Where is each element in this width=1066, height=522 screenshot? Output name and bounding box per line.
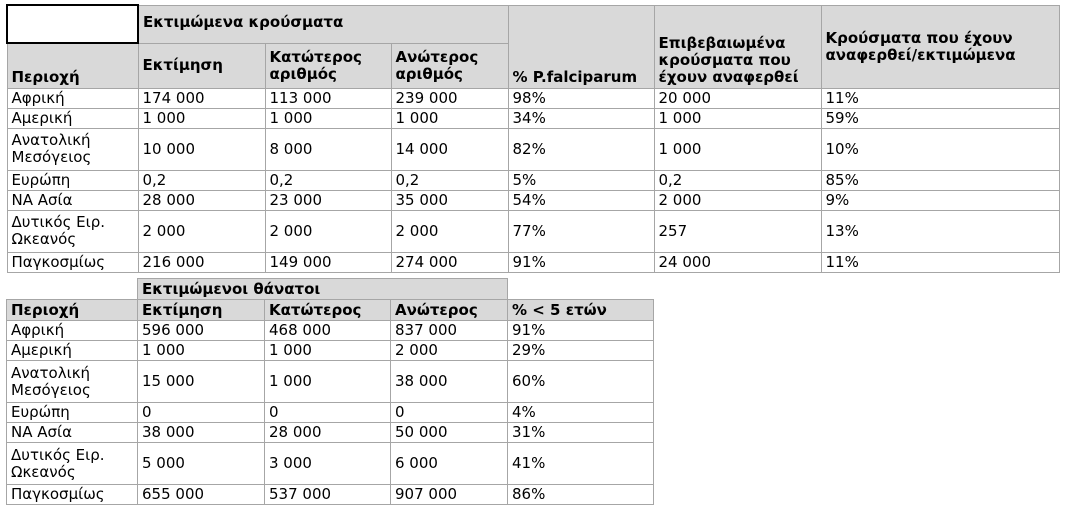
cell-falciparum: 5% — [508, 170, 654, 190]
cell-lower: 0 — [265, 403, 391, 423]
cell-falciparum: 34% — [508, 108, 654, 128]
cell-estimate: 174 000 — [138, 88, 265, 108]
cell-under5: 41% — [508, 443, 654, 485]
cell-ratio: 85% — [821, 170, 1059, 190]
cell-region: Αφρική — [7, 88, 138, 108]
cell-lower: 113 000 — [265, 88, 391, 108]
cell-upper: 907 000 — [391, 485, 508, 505]
header-under5: % < 5 ετών — [508, 300, 654, 321]
estimated-cases-table — [6, 4, 1060, 273]
cell-upper: 239 000 — [391, 88, 508, 108]
cell-lower: 1 000 — [265, 341, 391, 361]
cell-lower: 537 000 — [265, 485, 391, 505]
cell-under5: 60% — [508, 361, 654, 403]
cell-upper: 1 000 — [391, 108, 508, 128]
table-row — [7, 252, 1059, 272]
cell-estimate: 0 — [138, 403, 265, 423]
cell-estimate: 1 000 — [138, 108, 265, 128]
cell-estimate: 15 000 — [138, 361, 265, 403]
cell-ratio: 10% — [821, 128, 1059, 170]
cell-ratio: 13% — [821, 210, 1059, 252]
cell-lower: 3 000 — [265, 443, 391, 485]
table-row — [7, 485, 654, 505]
header-falciparum: % P.falciparum — [508, 5, 654, 88]
cell-lower: 0,2 — [265, 170, 391, 190]
cell-falciparum: 98% — [508, 88, 654, 108]
header-estimate: Εκτίμηση — [138, 43, 265, 88]
table-row — [7, 321, 654, 341]
table-row — [7, 443, 654, 485]
cell-region: ΝΑ Ασία — [7, 190, 138, 210]
cases-group-header: Εκτιμώμενα κρούσματα — [138, 5, 508, 43]
table-row — [7, 341, 654, 361]
cell-under5: 4% — [508, 403, 654, 423]
cell-estimate: 216 000 — [138, 252, 265, 272]
cell-upper: 0 — [391, 403, 508, 423]
cell-under5: 91% — [508, 321, 654, 341]
cell-ratio: 11% — [821, 88, 1059, 108]
table-row — [7, 88, 1059, 108]
cell-region: Αφρική — [7, 321, 138, 341]
corner-cell — [7, 5, 138, 43]
cell-confirmed: 0,2 — [654, 170, 821, 190]
cell-region: Ανατολική Μεσόγειος — [7, 128, 138, 170]
cell-region: Αμερική — [7, 341, 138, 361]
cell-upper: 274 000 — [391, 252, 508, 272]
table-row — [7, 170, 1059, 190]
cell-upper: 0,2 — [391, 170, 508, 190]
cell-under5: 31% — [508, 423, 654, 443]
cell-region: Παγκοσμίως — [7, 485, 138, 505]
cell-upper: 38 000 — [391, 361, 508, 403]
header-upper: Ανώτερος — [391, 300, 508, 321]
cell-falciparum: 54% — [508, 190, 654, 210]
cell-lower: 149 000 — [265, 252, 391, 272]
cell-falciparum: 77% — [508, 210, 654, 252]
cell-ratio: 11% — [821, 252, 1059, 272]
header-ratio: Κρούσματα που έχουν αναφερθεί/εκτιμώμενα — [821, 5, 1059, 88]
cell-region: Δυτικός Ειρ. Ωκεανός — [7, 443, 138, 485]
cell-confirmed: 257 — [654, 210, 821, 252]
cell-upper: 50 000 — [391, 423, 508, 443]
cell-confirmed: 20 000 — [654, 88, 821, 108]
cell-under5: 29% — [508, 341, 654, 361]
cell-confirmed: 1 000 — [654, 108, 821, 128]
blank-cell — [508, 279, 654, 300]
table-row — [7, 190, 1059, 210]
cell-region: Αμερική — [7, 108, 138, 128]
cell-estimate: 2 000 — [138, 210, 265, 252]
cell-region: ΝΑ Ασία — [7, 423, 138, 443]
cell-lower: 8 000 — [265, 128, 391, 170]
table-row — [7, 403, 654, 423]
cell-lower: 23 000 — [265, 190, 391, 210]
cell-falciparum: 82% — [508, 128, 654, 170]
cell-region: Δυτικός Ειρ. Ωκεανός — [7, 210, 138, 252]
cell-upper: 14 000 — [391, 128, 508, 170]
cell-region: Ανατολική Μεσόγειος — [7, 361, 138, 403]
cell-estimate: 5 000 — [138, 443, 265, 485]
cell-estimate: 655 000 — [138, 485, 265, 505]
cell-lower: 2 000 — [265, 210, 391, 252]
cell-confirmed: 1 000 — [654, 128, 821, 170]
blank-cell — [7, 279, 138, 300]
table-row — [7, 423, 654, 443]
table-row — [7, 128, 1059, 170]
cell-ratio: 59% — [821, 108, 1059, 128]
cell-region: Ευρώπη — [7, 403, 138, 423]
header-lower: Κατώτερος αριθμός — [265, 43, 391, 88]
cell-confirmed: 24 000 — [654, 252, 821, 272]
cell-lower: 1 000 — [265, 361, 391, 403]
cell-lower: 28 000 — [265, 423, 391, 443]
header-lower: Κατώτερος — [265, 300, 391, 321]
cell-estimate: 0,2 — [138, 170, 265, 190]
cell-under5: 86% — [508, 485, 654, 505]
estimated-deaths-table — [6, 278, 654, 505]
table-row — [7, 361, 654, 403]
cell-confirmed: 2 000 — [654, 190, 821, 210]
cell-lower: 468 000 — [265, 321, 391, 341]
cell-estimate: 38 000 — [138, 423, 265, 443]
header-upper: Ανώτερος αριθμός — [391, 43, 508, 88]
cell-upper: 2 000 — [391, 210, 508, 252]
table-row — [7, 210, 1059, 252]
cell-upper: 2 000 — [391, 341, 508, 361]
cell-lower: 1 000 — [265, 108, 391, 128]
cell-upper: 6 000 — [391, 443, 508, 485]
cell-estimate: 28 000 — [138, 190, 265, 210]
cell-region: Ευρώπη — [7, 170, 138, 190]
cell-ratio: 9% — [821, 190, 1059, 210]
cell-falciparum: 91% — [508, 252, 654, 272]
table-row — [7, 108, 1059, 128]
header-region: Περιοχή — [7, 300, 138, 321]
cell-estimate: 1 000 — [138, 341, 265, 361]
header-confirmed: Επιβεβαιωμένα κρούσματα που έχουν αναφερθεί — [654, 5, 821, 88]
cell-region: Παγκοσμίως — [7, 252, 138, 272]
cell-estimate: 10 000 — [138, 128, 265, 170]
cell-upper: 35 000 — [391, 190, 508, 210]
header-region: Περιοχή — [7, 43, 138, 88]
header-estimate: Εκτίμηση — [138, 300, 265, 321]
cell-estimate: 596 000 — [138, 321, 265, 341]
deaths-group-header: Εκτιμώμενοι θάνατοι — [138, 279, 508, 300]
cell-upper: 837 000 — [391, 321, 508, 341]
